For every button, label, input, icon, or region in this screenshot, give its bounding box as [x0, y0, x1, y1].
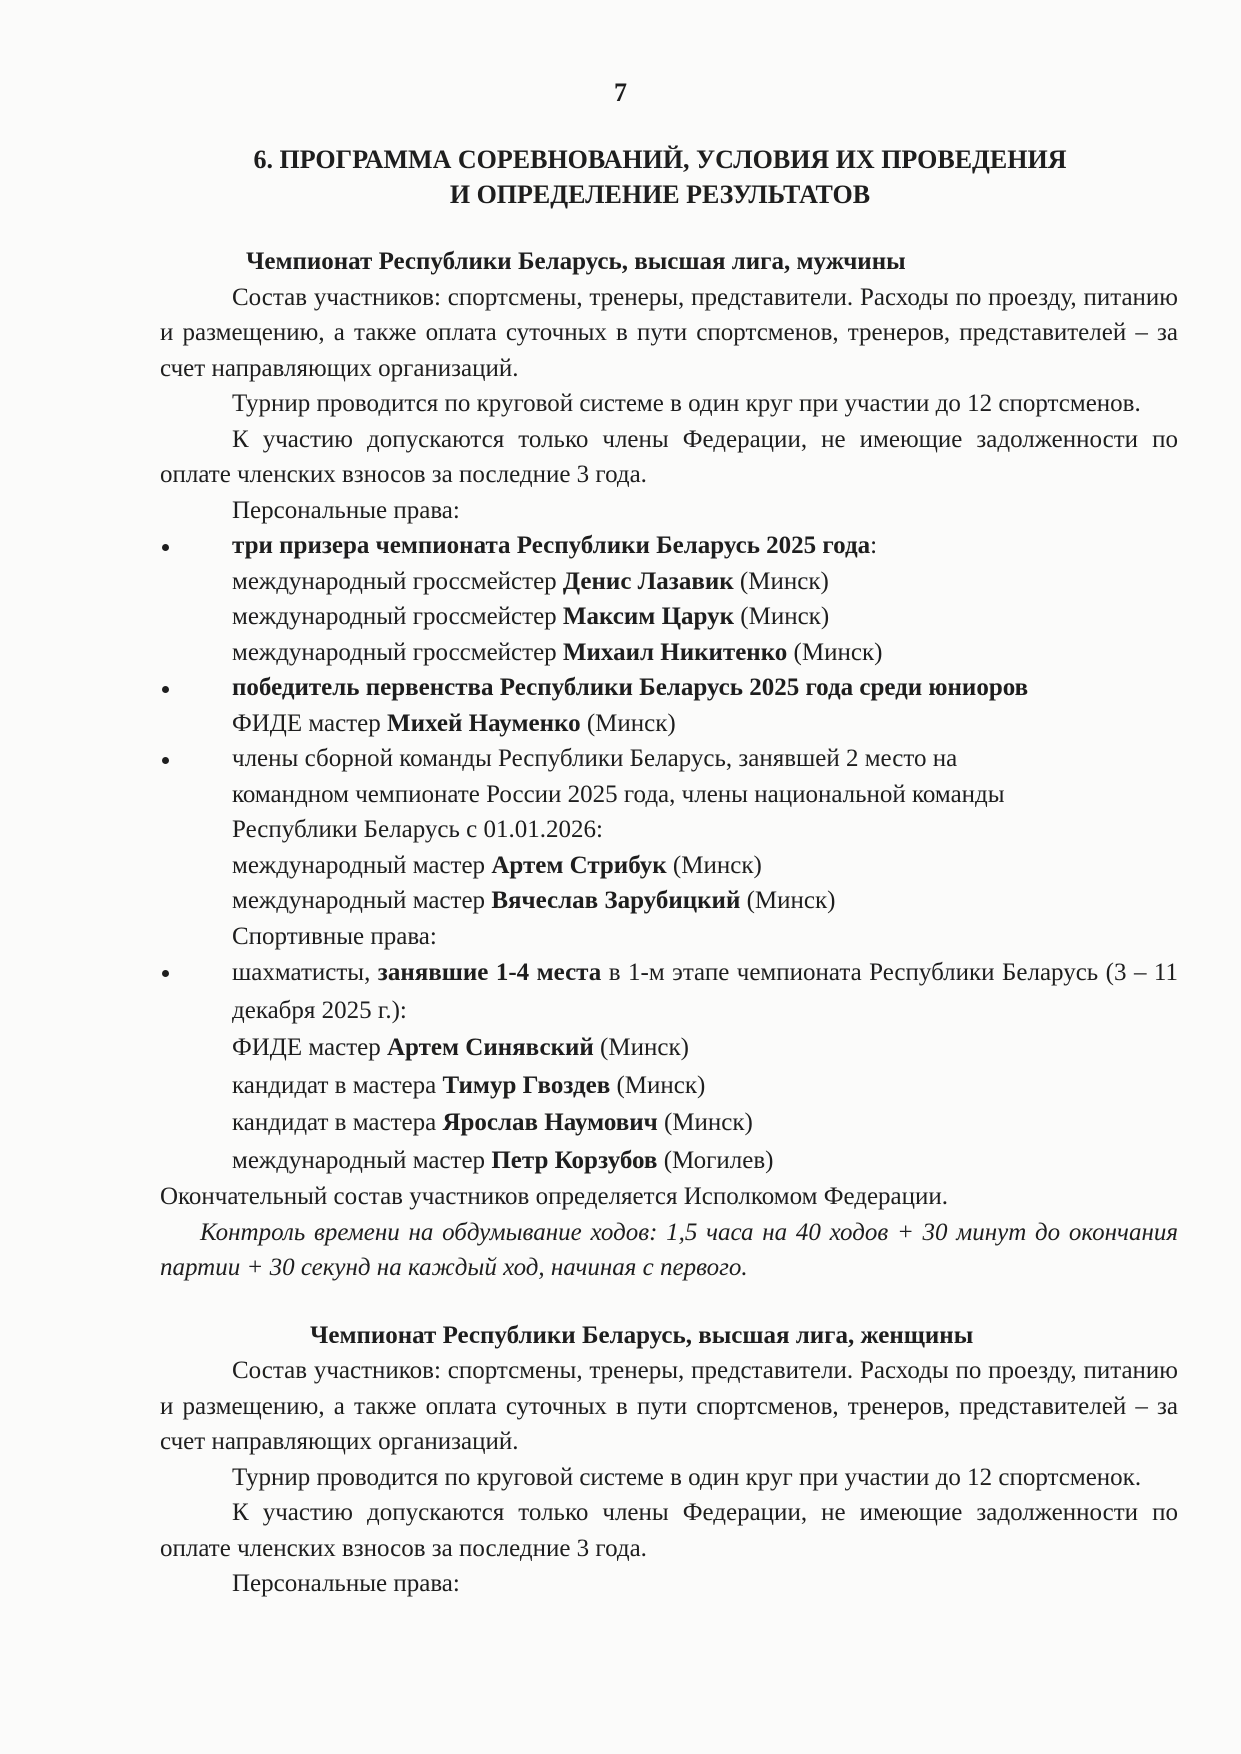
person-name: Максим Царук: [562, 603, 735, 630]
bullet-prizers-colon: :: [870, 532, 878, 559]
person-name: Ярослав Наумович: [442, 1109, 658, 1136]
section-title-line-2: И ОПРЕДЕЛЕНИЕ РЕЗУЛЬТАТОВ: [449, 180, 871, 209]
person-name: Петр Корзубов: [491, 1146, 658, 1174]
women-admission: К участию допускаются только члены Федерации, не имеющие задолженности по оплате членских взносов за последние 3 года.: [160, 1499, 1178, 1562]
women-heading: Чемпионат Республики Беларусь, высшая лига, женщины: [310, 1321, 974, 1349]
document-body: [160, 244, 1178, 1602]
person-entry: международный гроссмейстер Михаил Никитенко (Минск): [232, 638, 883, 666]
men-heading: Чемпионат Республики Беларусь, высшая лига, мужчины: [246, 248, 906, 275]
men-sport-list: [160, 954, 1178, 1179]
person-name: Вячеслав Зарубицкий: [491, 887, 741, 914]
bullet-stage: шахматисты, занявшие 1-4 места в 1-м этапе чемпионата Республики Беларусь (3 – 11 декабря 2025 г.): ФИДЕ мастер Артем Синявский (Минск) кандидат в мастера Тимур Гвоздев (Минск) кандидат в мастера Ярослав Наумович (Минск) международный мастер Петр Корзубов (Могилев): [160, 954, 1178, 1179]
men-personal-list: [160, 528, 1178, 919]
section-title: [160, 142, 1160, 212]
bullet-prizers-title: три призера чемпионата Республики Беларусь 2025 года: [232, 532, 871, 559]
bullet-team-text: члены сборной команды Республики Беларусь, занявшей 2 место на командном чемпионате России 2025 года, члены национальной команды Республики Беларусь с 01.01.2026:: [232, 745, 1005, 843]
bullet-junior: [160, 670, 1178, 741]
person-name: Артем Синявский: [387, 1034, 594, 1061]
bullet-junior-title: победитель первенства Республики Беларусь 2025 года среди юниоров: [232, 674, 1029, 701]
person-entry: международный гроссмейстер Максим Царук (Минск): [232, 603, 830, 630]
person-name: Артем Стрибук: [491, 851, 667, 879]
person-name: Тимур Гвоздев: [442, 1071, 611, 1099]
men-personal-label: Персональные права:: [232, 496, 460, 524]
men-participants: Состав участников: спортсмены, тренеры, представители. Расходы по проезду, питанию и размещению, а также оплата суточных в пути спортсменов, тренеров, представителей – за счет направляющих организаций.: [160, 283, 1178, 382]
person-entry: международный мастер Артем Стрибук (Минск): [232, 851, 762, 879]
women-personal-label: Персональные права:: [232, 1570, 460, 1597]
person-name: Денис Лазавик: [562, 567, 734, 595]
men-final: Окончательный состав участников определяется Исполкомом Федерации.: [160, 1183, 949, 1210]
person-entry: международный гроссмейстер Денис Лазавик (Минск): [232, 567, 829, 595]
person-name: Михей Науменко: [387, 709, 581, 737]
section-title-line-1: 6. ПРОГРАММА СОРЕВНОВАНИЙ, УСЛОВИЯ ИХ ПРОВЕДЕНИЯ: [253, 145, 1067, 174]
men-admission: К участию допускаются только члены Федерации, не имеющие задолженности по оплате членских взносов за последние 3 года.: [160, 425, 1178, 488]
bullet-team: [160, 741, 1178, 919]
person-name: Михаил Никитенко: [562, 638, 788, 666]
women-system: Турнир проводится по круговой системе в один круг при участии до 12 спортсменок.: [232, 1463, 1142, 1491]
page-number: 7: [614, 78, 627, 107]
men-sport-label: Спортивные права:: [232, 922, 437, 950]
person-entry: ФИДЕ мастер Михей Науменко (Минск): [232, 709, 676, 737]
person-entry: международный мастер Вячеслав Зарубицкий (Минск): [232, 887, 836, 914]
person-entry: международный мастер Петр Корзубов (Могилев): [232, 1146, 774, 1174]
women-participants: Состав участников: спортсмены, тренеры, представители. Расходы по проезду, питанию и размещению, а также оплата суточных в пути спортсменов, тренеров, представителей – за счет направляющих организаций.: [160, 1357, 1178, 1455]
bullet-stage-bold: занявшие 1-4 места: [377, 959, 602, 986]
person-entry: кандидат в мастера Ярослав Наумович (Минск): [232, 1109, 753, 1136]
bullet-prizers: [160, 528, 1178, 670]
men-time-control: Контроль времени на обдумывание ходов: 1,5 часа на 40 ходов + 30 минут до окончания партии + 30 секунд на каждый ход, начиная с первого.: [160, 1218, 1178, 1281]
person-entry: кандидат в мастера Тимур Гвоздев (Минск): [232, 1071, 706, 1099]
person-entry: ФИДЕ мастер Артем Синявский (Минск): [232, 1034, 689, 1061]
men-system: Турнир проводится по круговой системе в один круг при участии до 12 спортсменов.: [232, 390, 1141, 417]
